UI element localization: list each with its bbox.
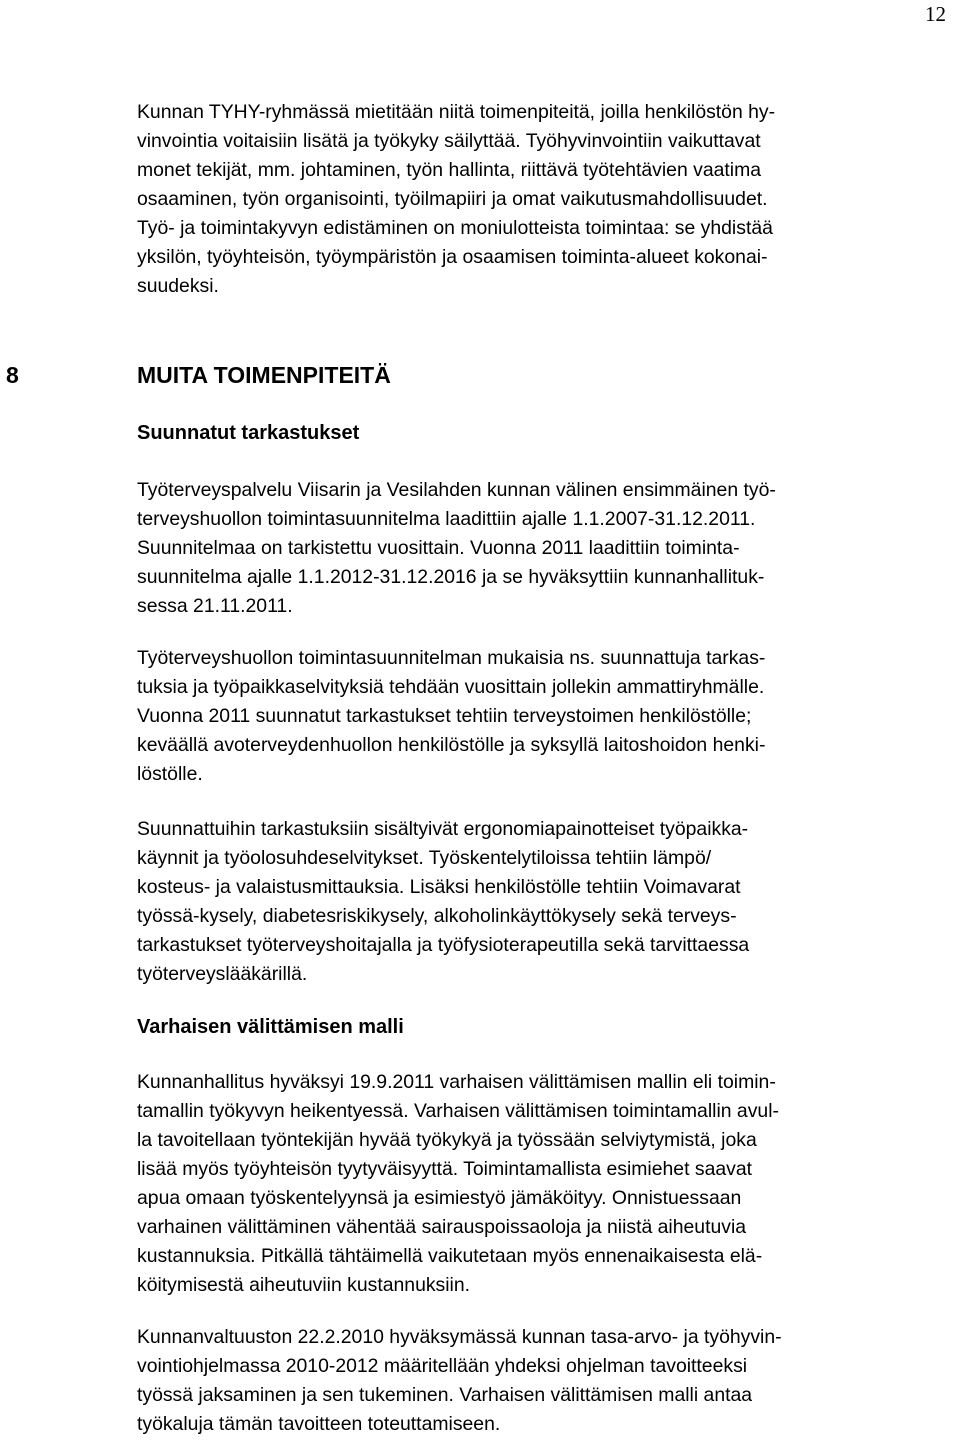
- text-line: apua omaan työskentelyynsä ja esimiestyö jämäköityy. Onnistuessaan: [137, 1187, 742, 1209]
- text-line: vinvointia voitaisiin lisätä ja työkyky säilyttää. Työhyvinvointiin vaikuttavat: [137, 130, 761, 152]
- paragraph-toimintasuunnitelma: [137, 476, 949, 621]
- paragraph-tarkastusten-sisalto: [137, 815, 949, 989]
- text-line: Vuonna 2011 suunnatut tarkastukset tehtiin terveystoimen henkilöstölle;: [137, 705, 752, 727]
- text-line: työssä-kysely, diabetesriskikysely, alkoholinkäyttökysely sekä terveys-: [137, 905, 737, 927]
- text-line: köitymisestä aiheutuviin kustannuksiin.: [137, 1274, 471, 1296]
- text-line: tamallin työkyvyn heikentyessä. Varhaisen välittämisen toimintamallin avul-: [137, 1100, 779, 1122]
- page-number: 12: [925, 2, 946, 26]
- text-line: työkaluja tämän tavoitteen toteuttamiseen.: [137, 1413, 501, 1435]
- text-line: Kunnanvaltuuston 22.2.2010 hyväksymässä kunnan tasa-arvo- ja työhyvin-: [137, 1326, 782, 1348]
- paragraph-tasa-arvo-ohjelma: [137, 1323, 949, 1439]
- text-line: varhainen välittäminen vähentää sairauspoissaoloja ja niistä aiheutuvia: [137, 1216, 747, 1238]
- paragraph-suunnatut-tarkastukset: [137, 644, 949, 789]
- subsection-title-suunnatut-tarkastukset: Suunnatut tarkastukset: [137, 422, 360, 444]
- paragraph-varhainen-valittaminen: [137, 1068, 949, 1300]
- text-line: la tavoitellaan työntekijän hyvää työkykyä ja työssään selviytymistä, joka: [137, 1129, 757, 1151]
- text-line: tarkastukset työterveyshoitajalla ja työfysioterapeutilla sekä tarvittaessa: [137, 934, 750, 956]
- subsection-title-varhaisen-valittamisen-malli: Varhaisen välittämisen malli: [137, 1016, 404, 1038]
- text-line: Työterveyspalvelu Viisarin ja Vesilahden kunnan välinen ensimmäinen työ-: [137, 479, 776, 501]
- text-line: kustannuksia. Pitkällä tähtäimellä vaikutetaan myös ennenaikaisesta elä-: [137, 1245, 763, 1267]
- text-line: Työ- ja toimintakyvyn edistäminen on moniulotteista toimintaa: se yhdistää: [137, 217, 773, 239]
- text-line: Kunnan TYHY-ryhmässä mietitään niitä toimenpiteitä, joilla henkilöstön hy-: [137, 101, 776, 123]
- intro-paragraph: [137, 98, 949, 301]
- text-line: Kunnanhallitus hyväksyi 19.9.2011 varhaisen välittämisen mallin eli toimin-: [137, 1071, 776, 1093]
- text-line: Työterveyshuollon toimintasuunnitelman mukaisia ns. suunnattuja tarkas-: [137, 647, 766, 669]
- text-line: keväällä avoterveydenhuollon henkilöstölle ja syksyllä laitoshoidon henki-: [137, 734, 766, 756]
- text-line: suunnitelma ajalle 1.1.2012-31.12.2016 ja se hyväksyttiin kunnanhallituk-: [137, 566, 765, 588]
- text-line: terveyshuollon toimintasuunnitelma laadittiin ajalle 1.1.2007-31.12.2011.: [137, 508, 756, 530]
- section-number: 8: [6, 362, 19, 388]
- text-line: työterveyslääkärillä.: [137, 963, 308, 985]
- text-line: yksilön, työyhteisön, työympäristön ja osaamisen toiminta-alueet kokonai-: [137, 246, 768, 268]
- text-line: löstölle.: [137, 763, 203, 785]
- text-line: osaaminen, työn organisointi, työilmapiiri ja omat vaikutusmahdollisuudet.: [137, 188, 768, 210]
- text-line: sessa 21.11.2011.: [137, 595, 293, 617]
- text-line: tuksia ja työpaikkaselvityksiä tehdään vuosittain jollekin ammattiryhmälle.: [137, 676, 765, 698]
- text-line: monet tekijät, mm. johtaminen, työn hallinta, riittävä työtehtävien vaatima: [137, 159, 762, 181]
- text-line: käynnit ja työolosuhdeselvitykset. Työskentelytiloissa tehtiin lämpö/: [137, 847, 712, 869]
- text-line: suudeksi.: [137, 275, 219, 297]
- text-line: kosteus- ja valaistusmittauksia. Lisäksi henkilöstölle tehtiin Voimavarat: [137, 876, 741, 898]
- text-line: Suunnattuihin tarkastuksiin sisältyivät ergonomiapainotteiset työpaikka-: [137, 818, 749, 840]
- text-line: Suunnitelmaa on tarkistettu vuosittain. Vuonna 2011 laadittiin toiminta-: [137, 537, 740, 559]
- text-line: vointiohjelmassa 2010-2012 määritellään yhdeksi ohjelman tavoitteeksi: [137, 1355, 748, 1377]
- text-line: työssä jaksaminen ja sen tukeminen. Varhaisen välittämisen malli antaa: [137, 1384, 753, 1406]
- text-line: lisää myös työyhteisön tyytyväisyyttä. Toimintamallista esimiehet saavat: [137, 1158, 752, 1180]
- section-title: MUITA TOIMENPITEITÄ: [137, 362, 391, 388]
